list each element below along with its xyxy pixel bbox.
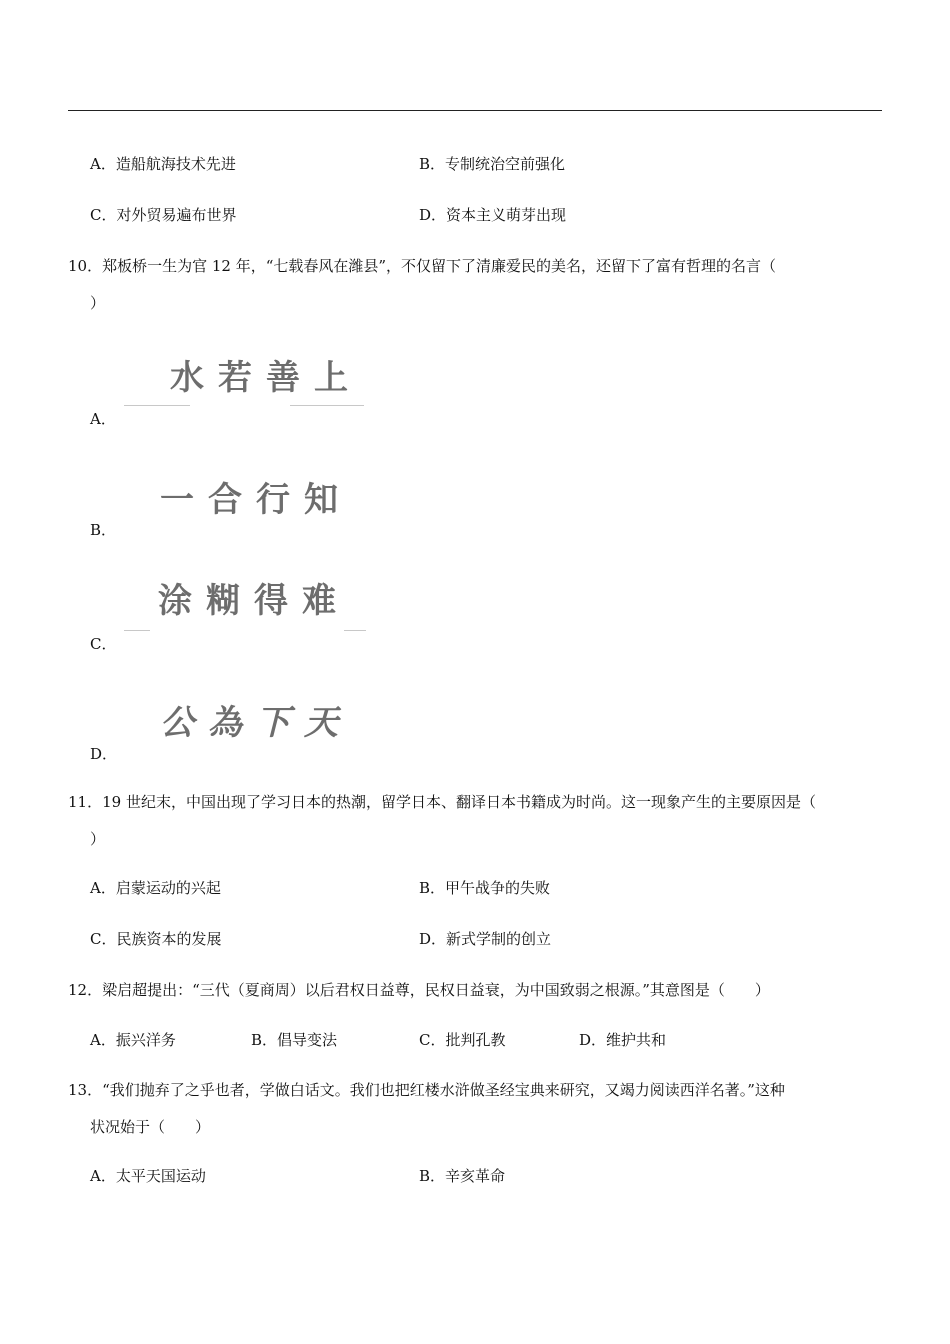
q10-option-c-image-edge-right bbox=[344, 630, 366, 631]
q11-stem-line1: 11．19 世纪末，中国出现了学习日本的热潮，留学日本、翻译日本书籍成为时尚。这一现象产生的主要原因是（ bbox=[68, 793, 816, 811]
q10-option-c-image: 涂糊得难 bbox=[158, 581, 350, 621]
q10-option-a-image: 水若善上 bbox=[170, 358, 362, 398]
q9-option-c: C．对外贸易遍布世界 bbox=[90, 206, 237, 224]
q11-option-c: C．民族资本的发展 bbox=[90, 930, 222, 948]
q10-option-a-image-edge-left bbox=[124, 405, 190, 406]
q10-option-b-label: B． bbox=[90, 521, 117, 539]
q12-option-b: B．倡导变法 bbox=[251, 1031, 338, 1049]
q13-option-a: A．太平天国运动 bbox=[90, 1167, 206, 1185]
q10-option-a-label: A． bbox=[90, 410, 116, 428]
q9-option-d: D．资本主义萌芽出现 bbox=[419, 206, 567, 224]
q10-option-d-image: 公為下天 bbox=[160, 703, 352, 743]
q12-option-d: D．维护共和 bbox=[579, 1031, 667, 1049]
q12-option-c: C．批判孔教 bbox=[419, 1031, 506, 1049]
q10-option-c-image-edge-left bbox=[124, 630, 150, 631]
q11-option-a: A．启蒙运动的兴起 bbox=[90, 879, 221, 897]
q10-option-a-image-edge-right bbox=[290, 405, 364, 406]
q11-option-b: B．甲午战争的失败 bbox=[419, 879, 551, 897]
q9-option-b: B．专制统治空前强化 bbox=[419, 155, 566, 173]
q12-stem: 12．梁启超提出：“三代（夏商周）以后君权日益尊，民权日益衰，为中国致弱之根源。”其意图是（ ） bbox=[68, 981, 770, 999]
q12-option-a: A．振兴洋务 bbox=[90, 1031, 176, 1049]
q9-option-a: A．造船航海技术先进 bbox=[90, 155, 236, 173]
q10-option-d-label: D． bbox=[90, 745, 118, 763]
q13-stem-line2: 状况始于（ ） bbox=[90, 1118, 211, 1136]
q10-stem-line2: ） bbox=[90, 294, 106, 312]
q10-option-c-label: C． bbox=[90, 635, 117, 653]
header-rule bbox=[68, 110, 882, 111]
q11-option-d: D．新式学制的创立 bbox=[419, 930, 552, 948]
q10-option-b-image: 一合行知 bbox=[160, 480, 352, 520]
q13-stem-line1: 13．“我们抛弃了之乎也者，学做白话文。我们也把红楼水浒做圣经宝典来研究，又竭力阅读西洋名著。”这种 bbox=[68, 1081, 785, 1099]
q13-option-b: B．辛亥革命 bbox=[419, 1167, 506, 1185]
q11-stem-line2: ） bbox=[90, 830, 106, 848]
q10-stem-line1: 10．郑板桥一生为官 12 年，“七载春风在潍县”，不仅留下了清廉爱民的美名，还留下了富有哲理的名言（ bbox=[68, 257, 777, 275]
